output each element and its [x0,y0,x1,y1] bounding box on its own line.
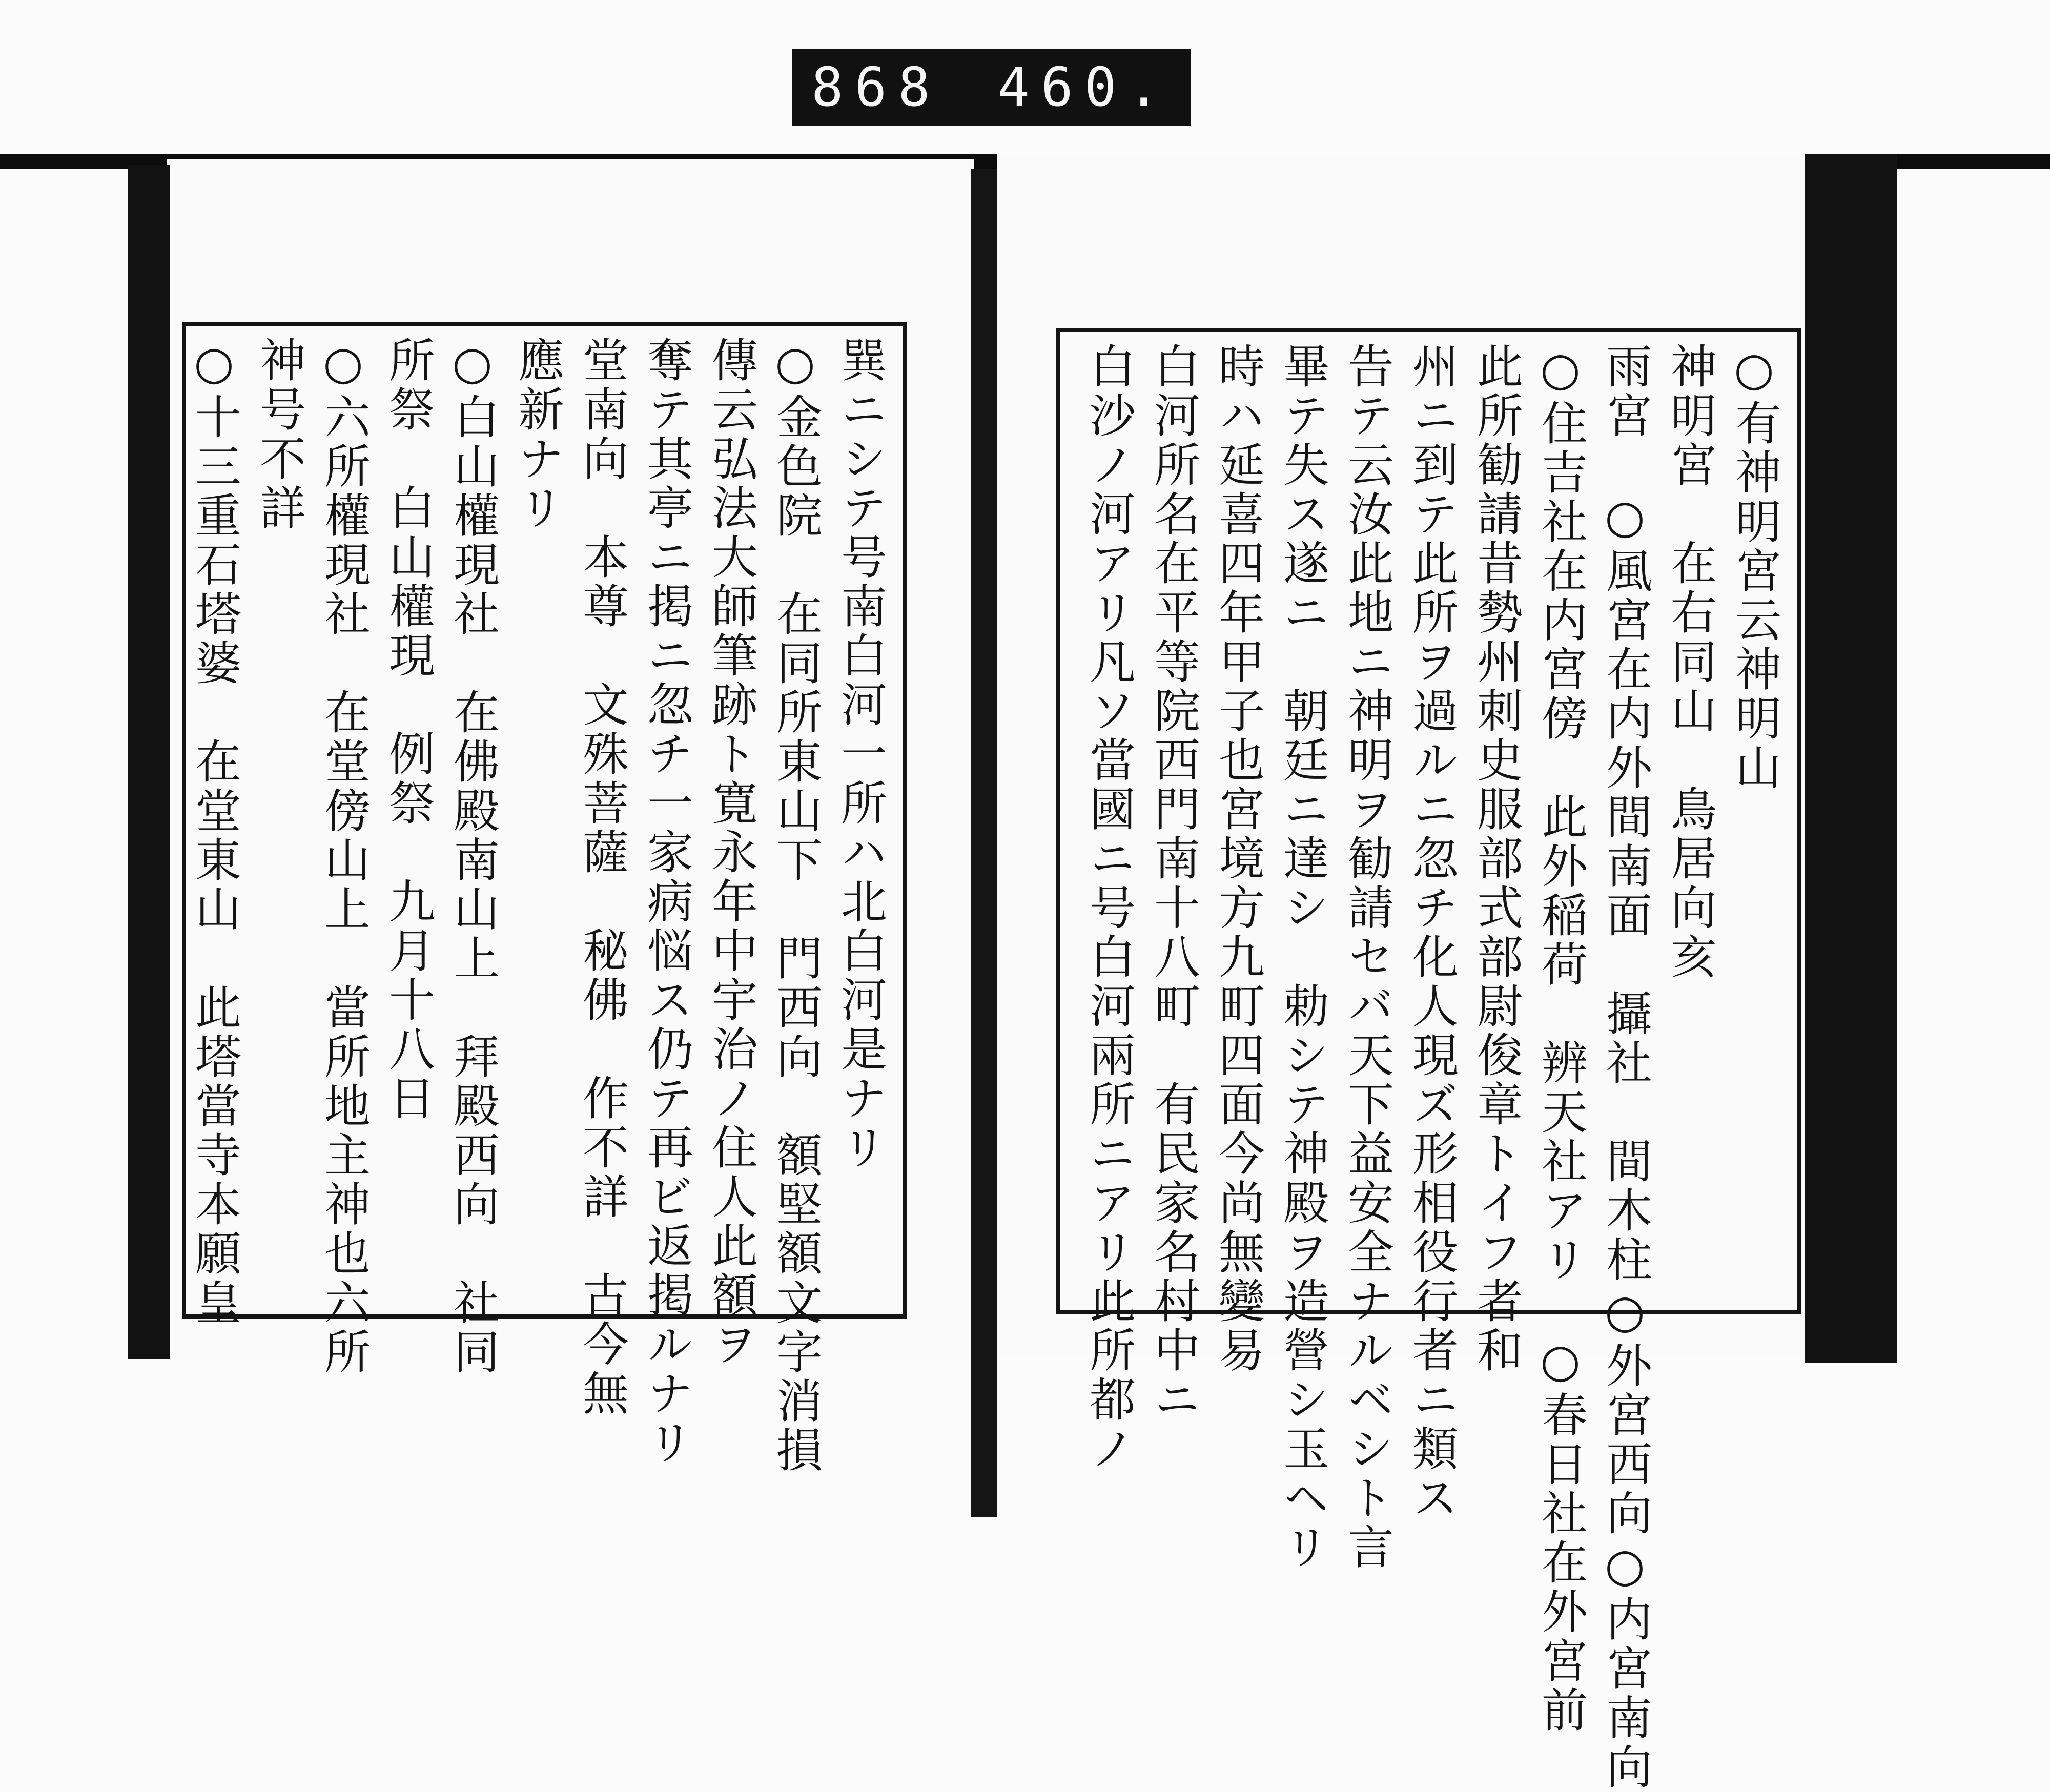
text-column: 奪テ其亭ニ掲ニ忽チ一家病悩ス仍テ再ビ返掲ルナリ [639,336,693,1468]
text-column: 神明宮 在右同山 鳥居向亥 [1663,342,1716,982]
text-column: 告テ云汝此地ニ神明ヲ勧請セバ天下益安全ナルベシト言 [1340,342,1393,1572]
text-column: 時ハ延喜四年甲子也宮境方九町四面今尚無變易 [1211,342,1264,1375]
text-column: 畢テ失ス遂ニ 朝廷ニ達シ 勅シテ神殿ヲ造營シ玉ヘリ [1275,342,1329,1572]
book-gutter [971,169,997,1517]
text-column: ○住吉社在内宮傍 此外稲荷 辨天社アリ ○春日社在外宮前 [1533,342,1587,1735]
text-column: 此所勧請昔勢州刺史服部式部尉俊章トイフ者和 [1469,342,1523,1375]
right-text-frame [1056,328,1801,1792]
text-column: 巽ニシテ号南白河一所ハ北白河是ナリ [833,336,887,1172]
left-text-frame [182,322,907,1475]
text-column: ○有神明宮云神明山 [1727,342,1781,793]
text-column: 傳云弘法大師筆跡ト寛永年中宇治ノ住人此額ヲ [704,336,757,1369]
text-column: 堂南向 本尊 文殊菩薩 秘佛 作不詳 古今無 [575,336,628,1418]
text-column: 神号不詳 [252,336,305,533]
right-book-edge [1805,154,1897,1363]
text-column: 州ニ到テ此所ヲ過ルニ忽チ化人現ズ形相役行者ニ類ス [1404,342,1458,1523]
text-column: 應新ナリ [510,336,564,533]
text-column: ○十三重石塔婆 在堂東山 此塔當寺本願皇 [187,336,241,1328]
text-column: 所祭 白山權現 例祭 九月十八日 [381,336,435,1123]
counter-left-number: 868 [811,56,941,118]
text-column: ○金色院 在同所東山下 門西向 額堅額文字消損 [768,336,822,1475]
page-counter [792,49,1191,126]
text-column: ○六所權現社 在堂傍山上 當所地主神也六所 [316,336,370,1377]
text-column: 白沙ノ河アリ凡ソ當國ニ号白河兩所ニアリ此所都ノ [1081,342,1135,1474]
left-book-edge [128,165,170,1359]
text-column: 雨宮 ○風宮在内外間南面 攝社 間木柱○外宮西向○内宮南向 [1598,342,1652,1792]
text-column: 白河所名在平等院西門南十八町 有民家名村中ニ [1146,342,1200,1425]
text-column: ○白山權現社 在佛殿南山上 拜殿西向 社同 [445,336,499,1377]
counter-right-number: 460. [997,56,1171,118]
